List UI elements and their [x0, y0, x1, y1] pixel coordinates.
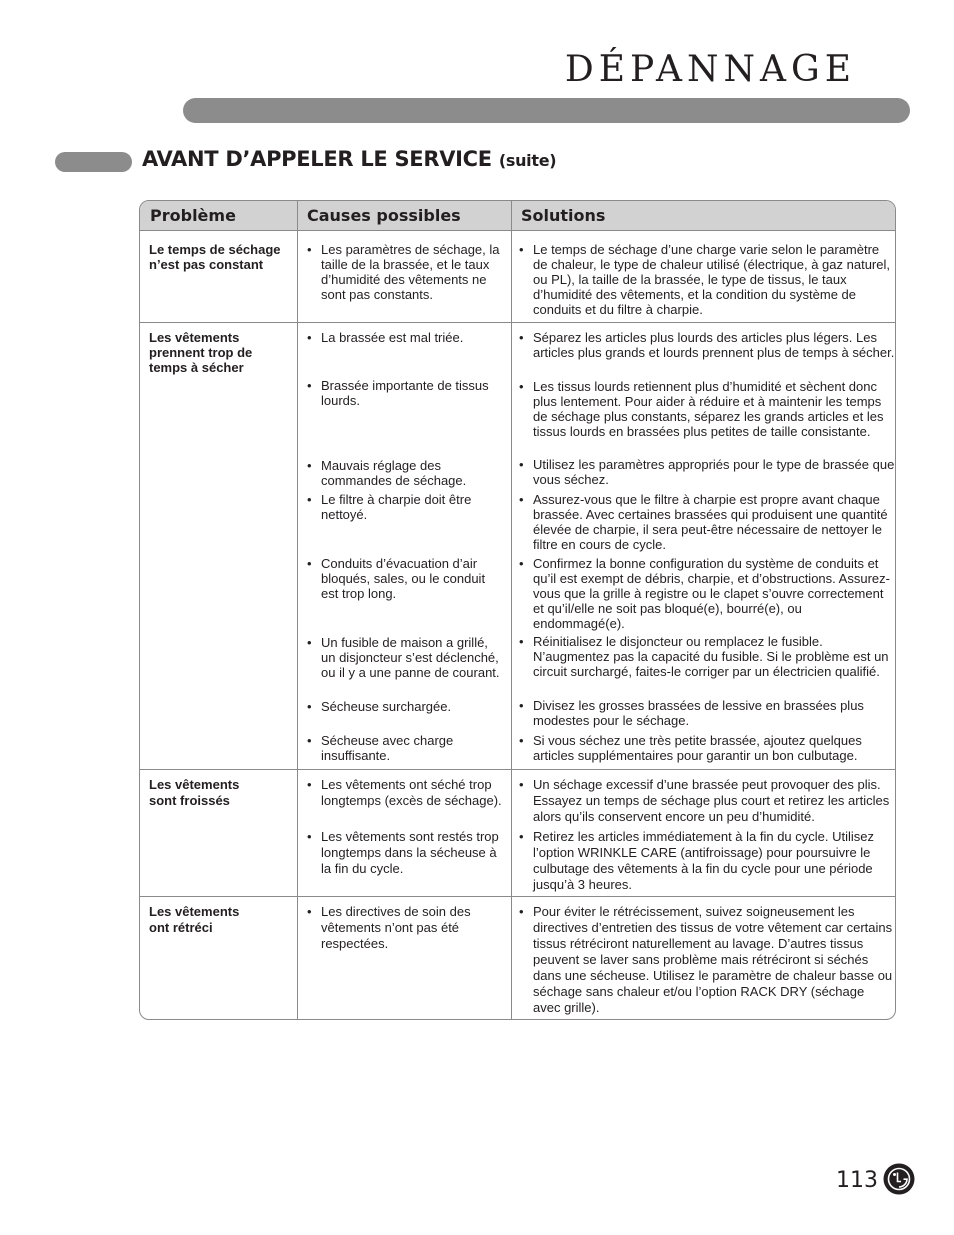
- cause-text: Le filtre à charpie doit être nettoyé.: [321, 492, 472, 522]
- cause-text: Mauvais réglage des commandes de séchage.: [321, 458, 467, 488]
- row-divider: [140, 322, 895, 323]
- section-heading-suffix: (suite): [498, 151, 557, 170]
- cause-text: La brassée est mal triée.: [321, 330, 464, 345]
- solution-text: Réinitialisez le disjoncteur ou remplacez le fusible. N’augmentez pas la capacité du fusible. Si le problème est un circuit surchargé, faites-le corriger par un électricien qualifié.: [533, 634, 889, 679]
- solution-text: Confirmez la bonne configuration du système de conduits et qu’il est exempt de débris, charpie, et d’obstructions. Assurez-vous que la grille à registre ou le clapet s’ouvre correctement et qu’il/elle ne soit pas bloqué(e), bourré(e), ou endommagé(e).: [533, 556, 890, 631]
- solution-item: • Le temps de séchage d’une charge varie selon le paramètre de chaleur, le type de chaleur utilisé (électrique, à gaz naturel, ou PL), la taille de la brassée, le type de tissus, le taux d’humidité des vêtements, et la condition du système de conduits et du filtre à charpie.: [519, 242, 895, 317]
- cause-text: Les vêtements sont restés trop longtemps dans la sécheuse à la fin du cycle.: [321, 829, 499, 876]
- cause-text: Un fusible de maison a grillé, un disjoncteur s’est déclenché, ou il y a une panne de courant.: [321, 635, 500, 680]
- solution-text: Séparez les articles plus lourds des articles plus légers. Les articles plus grands et lourds prennent plus de temps à sécher.: [533, 330, 895, 360]
- problem-cell: Les vêtements sont froissés: [149, 777, 240, 808]
- cause-text: Sécheuse surchargée.: [321, 699, 452, 714]
- problem-cell: Le temps de séchage n’est pas constant: [149, 242, 281, 272]
- solution-item: • Si vous séchez une très petite brassée, ajoutez quelques articles supplémentaires pour garantir un bon culbutage.: [519, 733, 895, 763]
- solution-item: • Pour éviter le rétrécissement, suivez soigneusement les directives d’entretien des tissus de votre vêtement car certains tissus rétréciront naturellement au lavage. D’autres tissus peuvent se laver sans problème mais rétréciront si séchés dans une sécheuse. Utilisez le paramètre de chaleur basse ou séchage sans chaleur et/ou l’option RACK DRY (séchage avec grille).: [519, 904, 895, 1016]
- lg-logo-icon: [883, 1163, 915, 1195]
- solution-text: Utilisez les paramètres appropriés pour le type de brassée que vous séchez.: [533, 457, 895, 487]
- cause-text: Les directives de soin des vêtements n’ont pas été respectées.: [321, 904, 471, 951]
- page-number: 113: [836, 1168, 878, 1193]
- cause-item: • La brassée est mal triée.: [307, 330, 502, 345]
- section-heading-text: AVANT D’APPELER LE SERVICE: [142, 147, 492, 171]
- solution-item: • Les tissus lourds retiennent plus d’humidité et sèchent donc plus lentement. Pour aider à réduire et à maintenir les temps de séchage plus constants, séparez les grands articles et les tissus lourds en brassées plus petites de taille consistante.: [519, 379, 895, 439]
- solution-item: • Assurez-vous que le filtre à charpie est propre avant chaque brassée. Avec certaines brassées qui produisent une quantité élevée de charpie, il sera peut-être nécessaire de nettoyer le filtre en cours de cycle.: [519, 492, 895, 552]
- solution-item: • Réinitialisez le disjoncteur ou remplacez le fusible. N’augmentez pas la capacité du fusible. Si le problème est un circuit surchargé, faites-le corriger par un électricien qualifié.: [519, 634, 895, 679]
- cause-text: Conduits d’évacuation d’air bloqués, sales, ou le conduit est trop long.: [321, 556, 486, 601]
- cause-item: • Sécheuse avec charge insuffisante.: [307, 733, 502, 763]
- column-header-solutions: Solutions: [521, 206, 606, 225]
- section-pill-decoration: [55, 152, 132, 172]
- cause-item: • Brassée importante de tissus lourds.: [307, 378, 502, 408]
- column-header-problem: Problème: [150, 206, 236, 225]
- table-header-row: [140, 201, 895, 231]
- cause-item: • Les directives de soin des vêtements n’ont pas été respectées.: [307, 904, 502, 952]
- solution-text: Un séchage excessif d’une brassée peut provoquer des plis. Essayez un temps de séchage plus court et retirez les articles alors qu’ils conservent encore un peu d’humidité.: [533, 777, 890, 824]
- solution-text: Retirez les articles immédiatement à la fin du cycle. Utilisez l’option WRINKLE CARE (antifroissage) pour poursuivre le culbutage des vêtements à la fin du cycle pour une période jusqu’à 3 heures.: [533, 829, 875, 892]
- solution-text: Assurez-vous que le filtre à charpie est propre avant chaque brassée. Avec certaines brassées qui produisent une quantité élevée de charpie, il sera peut-être nécessaire de nettoyer le filtre en cours de cycle.: [533, 492, 888, 552]
- solution-text: Le temps de séchage d’une charge varie selon le paramètre de chaleur, le type de chaleur utilisé (électrique, à gaz naturel, ou PL), la taille de la brassée, le type de tissus, le taux d’humidité des vêtements, et la condition du système de conduits et du filtre à charpie.: [533, 242, 890, 317]
- cause-text: Les vêtements ont séché trop longtemps (excès de séchage).: [321, 777, 502, 808]
- cause-text: Brassée importante de tissus lourds.: [321, 378, 489, 408]
- page-title: DÉPANNAGE: [564, 49, 856, 90]
- section-heading: [142, 147, 556, 171]
- column-header-causes: Causes possibles: [307, 206, 461, 225]
- cause-text: Les paramètres de séchage, la taille de la brassée, et le taux d’humidité des vêtements ne sont pas constants.: [321, 242, 500, 302]
- row-divider: [140, 896, 895, 897]
- cause-item: • Mauvais réglage des commandes de séchage.: [307, 458, 502, 488]
- cause-item: • Les vêtements sont restés trop longtemps dans la sécheuse à la fin du cycle.: [307, 829, 502, 877]
- cause-text: Sécheuse avec charge insuffisante.: [321, 733, 454, 763]
- solution-item: • Séparez les articles plus lourds des articles plus légers. Les articles plus grands et lourds prennent plus de temps à sécher.: [519, 330, 895, 360]
- cause-item: • Conduits d’évacuation d’air bloqués, sales, ou le conduit est trop long.: [307, 556, 502, 601]
- cause-item: • Un fusible de maison a grillé, un disjoncteur s’est déclenché, ou il y a une panne de courant.: [307, 635, 502, 680]
- problem-cell: Les vêtements ont rétréci: [149, 904, 240, 935]
- title-bar-divider: [183, 98, 910, 123]
- cause-item: • Les vêtements ont séché trop longtemps (excès de séchage).: [307, 777, 502, 808]
- row-divider: [140, 769, 895, 770]
- solution-item: • Un séchage excessif d’une brassée peut provoquer des plis. Essayez un temps de séchage plus court et retirez les articles alors qu’ils conservent encore un peu d’humidité.: [519, 777, 895, 825]
- solution-text: Pour éviter le rétrécissement, suivez soigneusement les directives d’entretien des tissus de votre vêtement car certains tissus rétréciront naturellement au lavage. D’autres tissus peuvent se laver sans problème mais rétréciront si séchés dans une sécheuse. Utilisez le paramètre de chaleur basse ou séchage sans chaleur et/ou l’option RACK DRY (séchage avec grille).: [533, 904, 893, 1015]
- solution-item: • Retirez les articles immédiatement à la fin du cycle. Utilisez l’option WRINKLE CARE (antifroissage) pour poursuivre le culbutage des vêtements à la fin du cycle pour une période jusqu’à 3 heures.: [519, 829, 895, 893]
- solution-text: Si vous séchez une très petite brassée, ajoutez quelques articles supplémentaires pour garantir un bon culbutage.: [533, 733, 862, 763]
- solution-text: Les tissus lourds retiennent plus d’humidité et sèchent donc plus lentement. Pour aider à réduire et à maintenir les temps de séchage plus constants, séparez les grands articles et les tissus lourds en brassées plus petites de taille consistante.: [533, 379, 884, 439]
- solution-item: • Divisez les grosses brassées de lessive en brassées plus modestes pour le séchage.: [519, 698, 895, 728]
- cause-item: • Sécheuse surchargée.: [307, 699, 502, 714]
- problem-cell: Les vêtements prennent trop de temps à sécher: [149, 330, 253, 375]
- troubleshooting-table: [139, 200, 896, 1020]
- solution-text: Divisez les grosses brassées de lessive en brassées plus modestes pour le séchage.: [533, 698, 864, 728]
- cause-item: • Les paramètres de séchage, la taille de la brassée, et le taux d’humidité des vêtements ne sont pas constants.: [307, 242, 502, 302]
- solution-item: • Confirmez la bonne configuration du système de conduits et qu’il est exempt de débris, charpie, et d’obstructions. Assurez-vous que la grille à registre ou le clapet s’ouvre correctement et qu’il/elle ne soit pas bloqué(e), bourré(e), ou endommagé(e).: [519, 556, 895, 631]
- cause-item: • Le filtre à charpie doit être nettoyé.: [307, 492, 502, 522]
- solution-item: • Utilisez les paramètres appropriés pour le type de brassée que vous séchez.: [519, 457, 895, 487]
